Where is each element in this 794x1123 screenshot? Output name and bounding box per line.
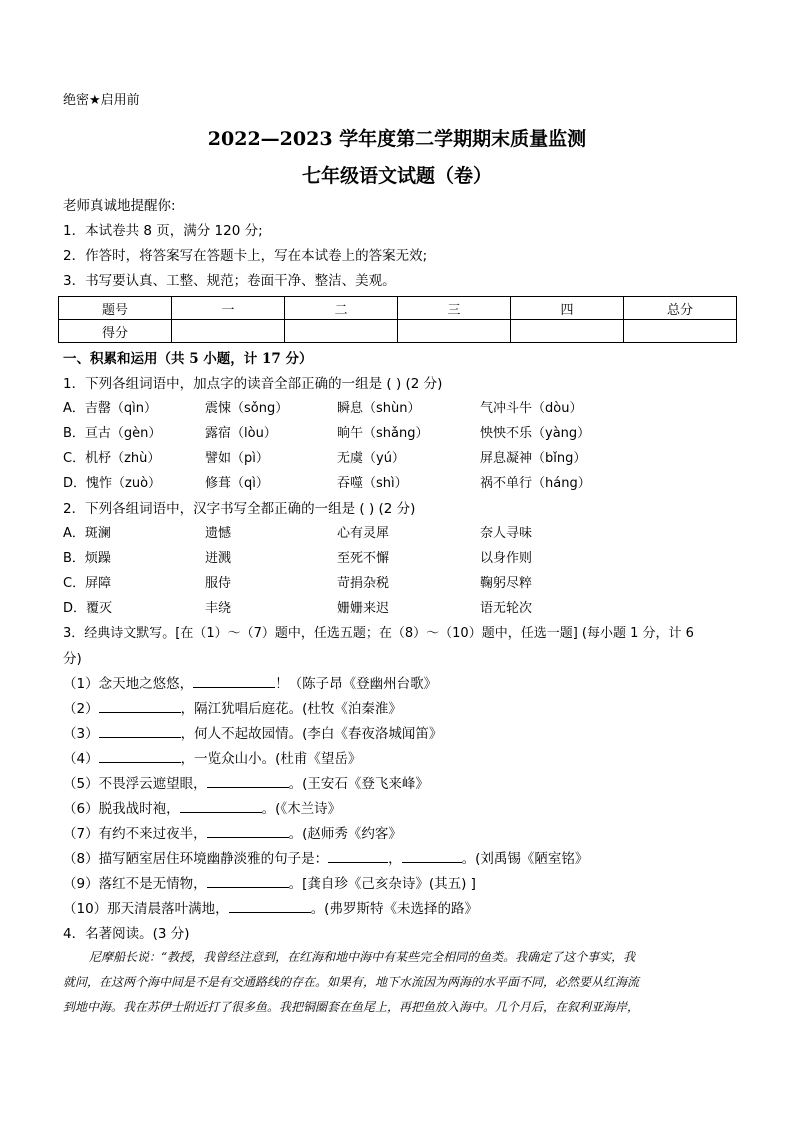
question-1-stem: 1．下列各组词语中，加点字的读音全部正确的一组是 ( ) (2 分) [63,376,443,392]
score-table-cell [285,320,398,343]
section-heading: 一、积累和运用（共 5 小题，计 17 分） [63,351,313,367]
score-table-cell: 四 [511,297,624,320]
q3-item-post: 。[龚自珍《己亥杂诗》(其五) ] [288,876,476,892]
q3-item-post: ，隔江犹唱后庭花。(杜牧《泊秦淮》 [180,701,402,717]
answer-blank [180,800,262,813]
q3-item-pre: （4） [63,751,99,767]
q3-item [63,850,588,868]
q2-option: 鞠躬尽粹 [480,576,533,591]
score-table-header-row [59,297,737,320]
question-4-stem: 4．名著阅读。(3 分) [63,926,190,942]
q1-option: 晌午（shǎng） [337,426,429,441]
score-table-cell: 三 [398,297,511,320]
q3-item [63,825,402,843]
q3-item [63,750,361,768]
score-table-cell: 题号 [59,297,172,320]
q2-option: 至死不懈 [337,551,390,566]
q3-item-pre: （2） [63,701,99,717]
question-3-stem: 3．经典诗文默写。[在（1）～（7）题中，任选五题；在（8）～（10）题中，任选一题] (每小题 1 分，计 6 [63,626,694,641]
q1-option: 吞噬（shì） [337,476,408,491]
score-table-score-row [59,320,737,343]
answer-blank [328,850,388,863]
q3-item-post: ，一览众山小。(杜甫《望岳》 [180,751,362,767]
answer-blank [207,825,289,838]
q2-option: 服侍 [205,576,232,591]
q3-item-pre: （5）不畏浮云遮望眼， [63,776,207,792]
score-table-cell: 二 [285,297,398,320]
q2-option: 丰绕 [205,601,232,616]
q1-option: 露宿（lòu） [205,426,277,441]
q3-item-post: ！（陈子昂《登幽州台歌》 [275,676,438,692]
q3-item-pre: （1）念天地之悠悠， [63,676,194,692]
q2-option: 苛捐杂税 [337,576,390,591]
q2-option: 语无轮次 [480,601,533,616]
q2-option: A．斑澜 [63,526,111,541]
reading-passage-line: 就问，在这两个海中间是不是有交通路线的存在。如果有，地下水流因为两海的水平面不同，必然要从红海流 [63,975,640,989]
q1-option: D．愧怍（zuò） [63,476,162,491]
q3-item-pre: （7）有约不来过夜半， [63,826,207,842]
q1-option: 无虞（yú） [337,451,405,466]
q1-option: 修葺（qì） [205,476,269,491]
q3-item-pre: （6）脱我战时袍， [63,801,180,817]
answer-blank [99,725,181,738]
q3-item-pre: （8）描写陋室居住环境幽静淡雅的句子是： [63,851,329,867]
score-table-cell [511,320,624,343]
q1-option: 屏息凝神（bǐng） [480,451,587,466]
q3-item [63,875,476,893]
exam-subtitle: 七年级语文试题（卷） [301,165,492,187]
q2-option: 心有灵犀 [337,526,390,541]
answer-blank [99,700,181,713]
answer-blank [402,850,462,863]
q1-option: 譬如（pì） [205,451,269,466]
q3-item [63,725,442,743]
score-table-cell: 得分 [59,320,172,343]
q2-option: 迸溅 [205,551,232,566]
q1-option: C．机杼（zhù） [63,451,161,466]
q1-option: B．亘古（gèn） [63,426,162,441]
q1-option: A．吉罄（qìn） [63,401,157,416]
q3-item-post: 。(弗罗斯特《未选择的路》 [310,901,478,917]
q3-item-pre: （9）落红不是无情物， [63,876,207,892]
confidential-label: 绝密★启用前 [63,93,140,108]
q3-item-post: ，何人不起故园情。(李白《春夜洛城闻笛》 [180,726,443,742]
q3-item [63,800,341,818]
answer-blank [207,775,289,788]
notice-intro: 老师真诚地提醒你: [63,198,176,214]
q3-item [63,775,429,793]
q3-item [63,675,437,693]
q3-item-post: 。(《木兰诗》 [261,801,342,817]
answer-blank [99,750,181,763]
notice-item: 3．书写要认真、工整、规范；卷面干净、整洁、美观。 [63,273,396,289]
question-2-stem: 2．下列各组词语中，汉字书写全都正确的一组是 ( ) (2 分) [63,501,416,517]
score-table-cell [172,320,285,343]
reading-passage-line: 尼摩船长说：“教授，我曾经注意到，在红海和地中海中有某些完全相同的鱼类。我确定了这个事实，我 [89,950,636,964]
score-table-cell [624,320,737,343]
q1-option: 怏怏不乐（yàng） [480,426,591,441]
q3-item-pre: （10）那天清晨落叶满地， [63,901,229,917]
score-table-cell: 一 [172,297,285,320]
score-table-cell [398,320,511,343]
q1-option: 震悚（sǒng） [205,401,289,416]
q2-option: 奈人寻味 [480,526,533,541]
q1-option: 气冲斗牛（dòu） [480,401,583,416]
reading-passage-line: 到地中海。我在苏伊士附近打了很多鱼。我把铜圈套在鱼尾上，再把鱼放入海中。几个月后，在叙利亚海岸， [63,1000,640,1014]
answer-blank [229,900,311,913]
q2-option: 姗姗来迟 [337,601,390,616]
q3-item-post: 。(赵师秀《约客》 [288,826,402,842]
q2-option: D．覆灭 [63,601,113,616]
q2-option: C．屏障 [63,576,112,591]
answer-blank [193,675,275,688]
q2-option: B．烦躁 [63,551,111,566]
notice-item: 2．作答时，将答案写在答题卡上，写在本试卷上的答案无效; [63,248,428,264]
score-table [58,296,737,343]
answer-blank [207,875,289,888]
notice-item: 1．本试卷共 8 页，满分 120 分; [63,223,263,239]
q3-item [63,900,478,918]
q1-option: 祸不单行（háng） [480,476,591,491]
exam-title: 2022—2023 学年度第二学期期末质量监测 [207,128,587,150]
question-3-stem-cont: 分) [63,651,82,667]
q1-option: 瞬息（shùn） [337,401,421,416]
q3-item-post: 。(刘禹锡《陋室铭》 [461,851,589,867]
q3-item-pre: （3） [63,726,99,742]
q3-item-post: 。(王安石《登飞来峰》 [288,776,429,792]
q3-item [63,700,402,718]
q2-option: 遗憾 [205,526,232,541]
score-table-cell: 总分 [624,297,737,320]
q3-item-mid: ， [388,851,402,867]
q2-option: 以身作则 [480,551,533,566]
